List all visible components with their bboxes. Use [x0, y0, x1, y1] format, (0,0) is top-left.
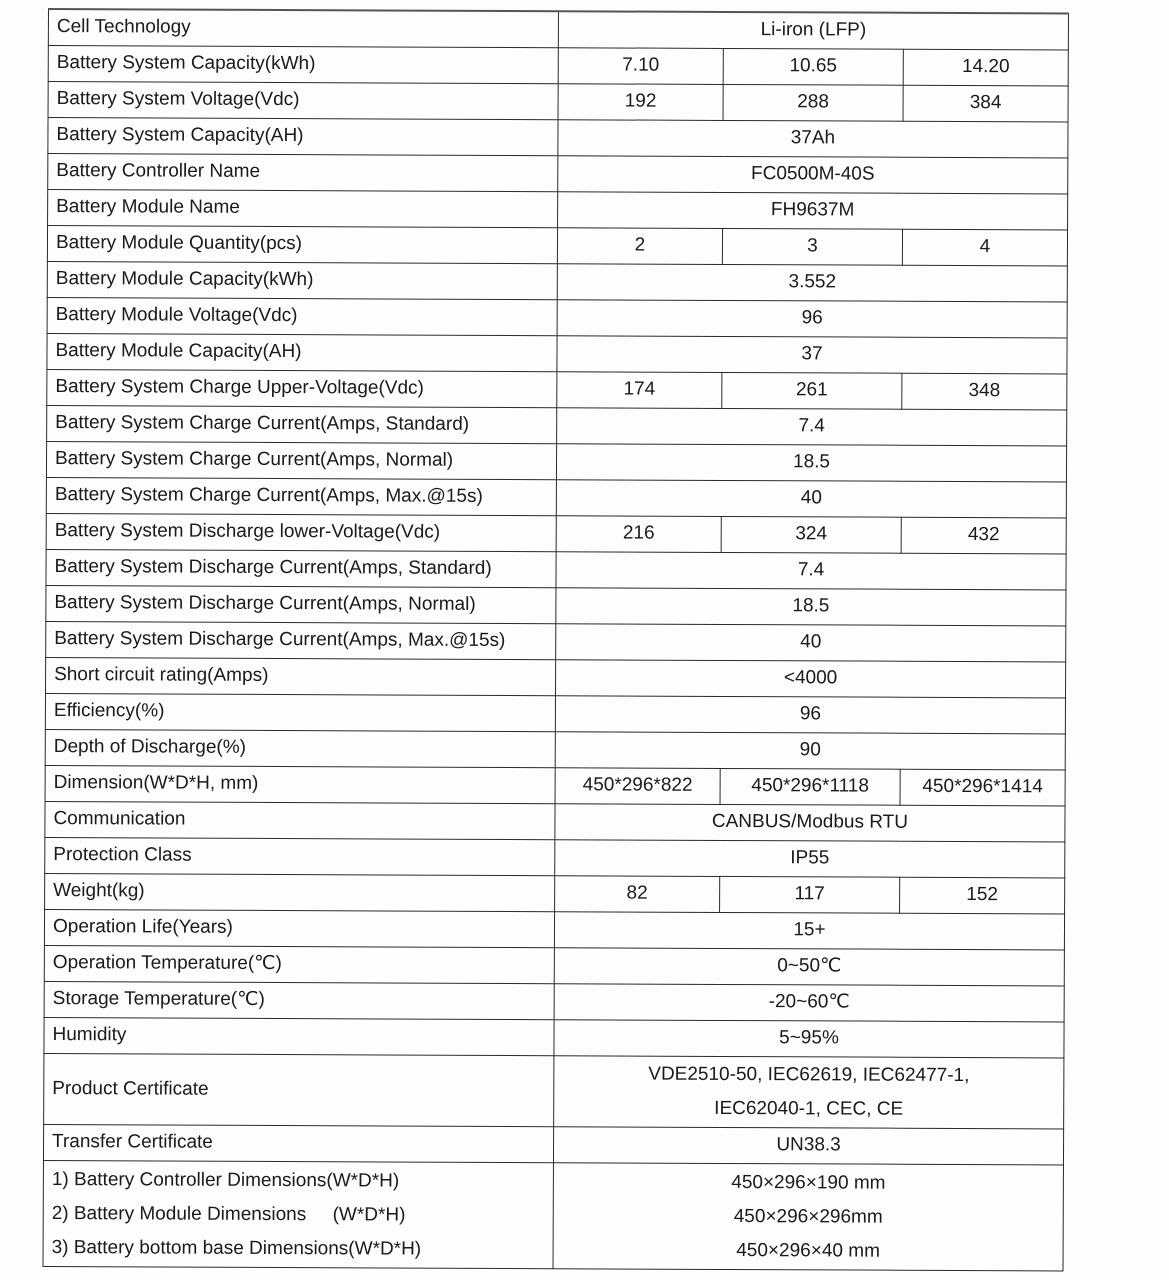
row-value: 15+: [554, 912, 1064, 950]
dimension-values: [553, 1163, 1063, 1271]
row-value-1: 7.10: [558, 48, 723, 85]
row-value-3: 432: [901, 517, 1066, 554]
row-label: Battery System Capacity(kWh): [48, 46, 558, 84]
row-label: Battery Controller Name: [48, 154, 558, 192]
table-row: [44, 981, 1064, 1021]
row-label: Battery System Capacity(AH): [48, 118, 558, 156]
table-row: [46, 549, 1066, 589]
row-label: Depth of Discharge(%): [45, 729, 555, 767]
row-value-3: 4: [902, 229, 1067, 266]
row-value-2: 3: [722, 228, 902, 265]
table-row: [48, 154, 1068, 194]
table-row: [48, 118, 1068, 158]
row-value-2: 324: [721, 516, 901, 553]
table-row: [47, 333, 1067, 373]
row-label: Protection Class: [45, 837, 555, 875]
row-value-3: 348: [902, 373, 1067, 410]
table-row: [47, 226, 1067, 266]
row-value-2: 117: [720, 876, 900, 913]
dimension-value: 450×296×190 mm: [731, 1171, 886, 1194]
row-label: Battery System Discharge Current(Amps, Normal): [46, 585, 556, 623]
row-value: 18.5: [556, 444, 1066, 482]
row-label: Cell Technology: [48, 9, 558, 48]
table-row: [46, 441, 1066, 481]
row-value: 40: [556, 480, 1066, 518]
table-row: [47, 297, 1067, 337]
row-value: FH9637M: [558, 192, 1068, 230]
table-row: [44, 909, 1064, 949]
row-label: Battery System Discharge Current(Amps, Max.@15s): [46, 621, 556, 659]
table-row: [45, 873, 1065, 913]
row-value: 5~95%: [554, 1020, 1064, 1058]
row-label: Weight(kg): [45, 873, 555, 911]
table-row: [48, 46, 1068, 86]
dimension-labels: [43, 1160, 553, 1268]
table-row: [46, 621, 1066, 661]
row-value: 40: [556, 624, 1066, 662]
row-value: 96: [555, 696, 1065, 734]
row-value-3: 384: [903, 85, 1068, 122]
table-row: [46, 657, 1066, 697]
table-row: [45, 693, 1065, 733]
row-label: Battery System Discharge lower-Voltage(Vdc): [46, 513, 556, 551]
table-row: [47, 369, 1067, 409]
table-row: [45, 765, 1065, 805]
row-value: Li-iron (LFP): [558, 11, 1068, 50]
row-label: Transfer Certificate: [43, 1124, 553, 1162]
row-value: 0~50℃: [554, 948, 1064, 986]
row-label: Battery System Charge Current(Amps, Normal): [46, 441, 556, 479]
row-label: Storage Temperature(℃): [44, 981, 554, 1019]
row-value-1: 2: [557, 228, 722, 265]
row-value: 7.4: [557, 408, 1067, 446]
certificate-line: IEC62040-1, CEC, CE: [714, 1097, 904, 1120]
row-value: 7.4: [556, 552, 1066, 590]
row-value: 3.552: [557, 264, 1067, 302]
dimension-label: 1) Battery Controller Dimensions(W*D*H): [51, 1168, 400, 1192]
table-row: [44, 1017, 1064, 1057]
certificate-line: VDE2510-50, IEC62619, IEC62477-1,: [648, 1063, 970, 1087]
table-row: [45, 729, 1065, 769]
row-label: Battery System Charge Current(Amps, Standard): [47, 405, 557, 443]
row-value: IP55: [555, 840, 1065, 878]
table-row: [46, 477, 1066, 517]
row-value-1: 82: [555, 876, 720, 913]
table-row: [48, 9, 1068, 50]
row-value: 37Ah: [558, 120, 1068, 158]
table-row: [48, 190, 1068, 230]
row-value: [554, 1056, 1064, 1129]
table-row: [45, 801, 1065, 841]
row-label: Humidity: [44, 1017, 554, 1055]
row-value: -20~60℃: [554, 984, 1064, 1022]
row-value-1: 450*296*822: [555, 768, 720, 805]
table-row-transfer-certificate: [43, 1124, 1063, 1164]
table-row: [46, 513, 1066, 553]
row-value-2: 261: [722, 372, 902, 409]
row-label: Battery System Charge Upper-Voltage(Vdc): [47, 369, 557, 407]
row-label: Battery Module Capacity(AH): [47, 333, 557, 371]
row-label: Communication: [45, 801, 555, 839]
dimension-label: 3) Battery bottom base Dimensions(W*D*H): [51, 1236, 422, 1260]
dimension-value: 450×296×40 mm: [736, 1239, 880, 1262]
row-value: CANBUS/Modbus RTU: [555, 804, 1065, 842]
row-value: 37: [557, 336, 1067, 374]
row-label: Battery System Discharge Current(Amps, Standard): [46, 549, 556, 587]
dimension-label: 2) Battery Module Dimensions (W*D*H): [51, 1202, 406, 1226]
table-row: [44, 945, 1064, 985]
row-value-1: 192: [558, 84, 723, 121]
row-value: FC0500M-40S: [558, 156, 1068, 194]
row-label: Efficiency(%): [45, 693, 555, 731]
table-row: [46, 585, 1066, 625]
row-label: Battery Module Name: [48, 190, 558, 228]
row-value-3: 14.20: [903, 49, 1068, 86]
row-value-3: 450*296*1414: [900, 769, 1065, 806]
row-value: <4000: [556, 660, 1066, 698]
table-row-product-certificate: [44, 1053, 1064, 1128]
row-value-1: 174: [557, 372, 722, 409]
row-value-2: 10.65: [723, 48, 903, 85]
row-label: Battery System Voltage(Vdc): [48, 82, 558, 120]
row-value: UN38.3: [553, 1127, 1063, 1165]
row-label: Battery Module Capacity(kWh): [47, 261, 557, 299]
row-label: Battery Module Voltage(Vdc): [47, 297, 557, 335]
table-row: [48, 82, 1068, 122]
row-value-1: 216: [556, 516, 721, 553]
dimension-value: 450×296×296mm: [733, 1205, 883, 1228]
table-row: [45, 837, 1065, 877]
row-label: Dimension(W*D*H, mm): [45, 765, 555, 803]
row-value-2: 288: [723, 84, 903, 121]
row-value: 90: [555, 732, 1065, 770]
row-value-2: 450*296*1118: [720, 768, 900, 805]
row-label: Operation Life(Years): [44, 909, 554, 947]
row-label: Battery Module Quantity(pcs): [47, 226, 557, 264]
row-label: Product Certificate: [44, 1053, 554, 1126]
row-label: Short circuit rating(Amps): [46, 657, 556, 695]
row-value: 18.5: [556, 588, 1066, 626]
row-label: Operation Temperature(℃): [44, 945, 554, 983]
row-value: 96: [557, 300, 1067, 338]
table-row: [47, 405, 1067, 445]
row-value-3: 152: [900, 877, 1065, 914]
battery-spec-table: [43, 8, 1070, 1271]
row-label: Battery System Charge Current(Amps, Max.@15s): [46, 477, 556, 515]
table-row-component-dimensions: [43, 1160, 1063, 1270]
table-row: [47, 261, 1067, 301]
